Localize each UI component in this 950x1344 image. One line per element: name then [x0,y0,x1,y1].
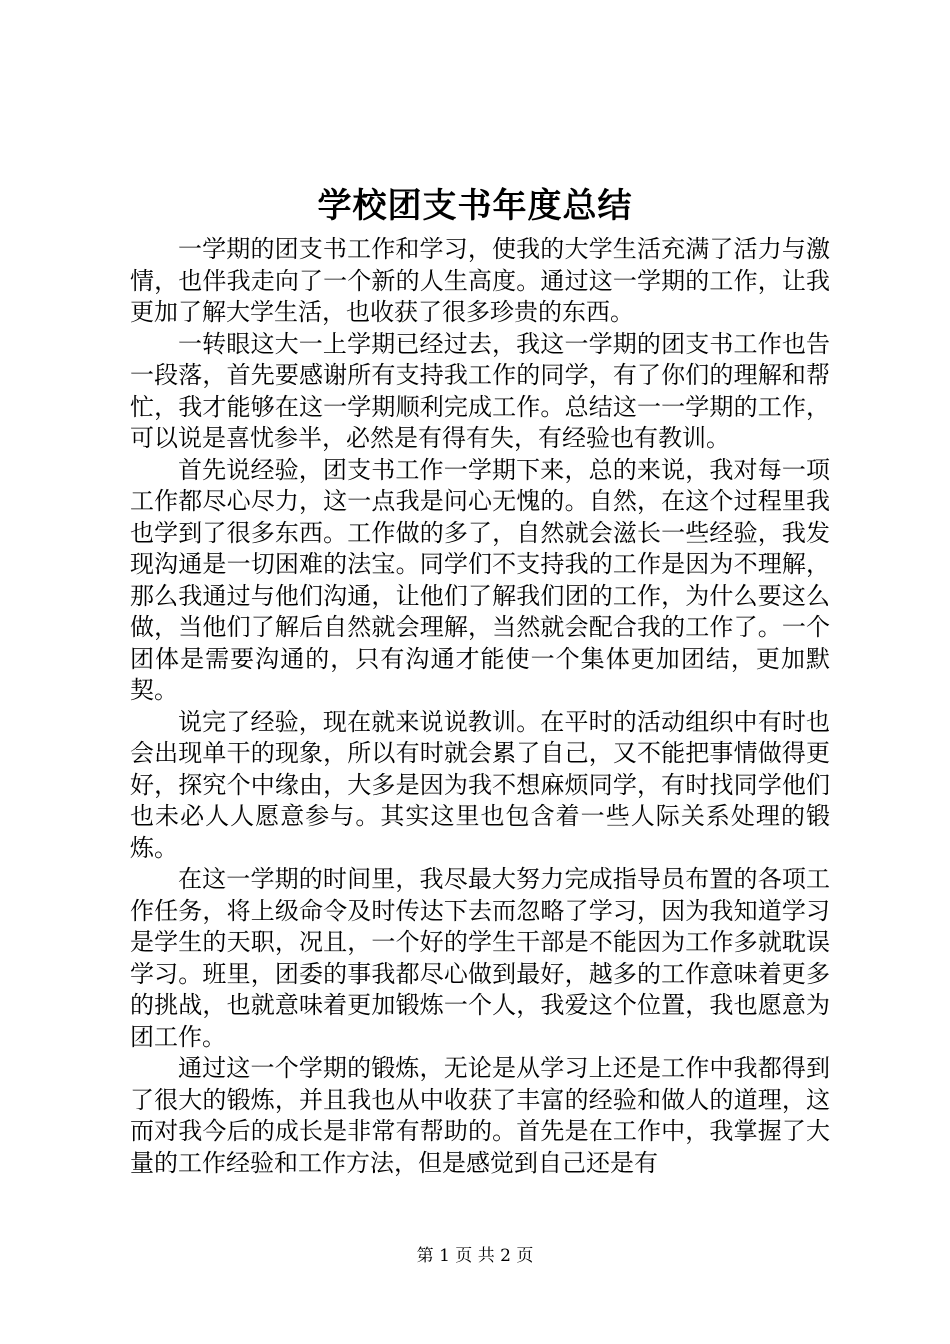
document-title: 学校团支书年度总结 [317,186,633,226]
paragraph: 一转眼这大一上学期已经过去，我这一学期的团支书工作也告一段落，首先要感谢所有支持我工作的同学，有了你们的理解和帮忙，我才能够在这一学期顺利完成工作。总结这一一学期的工作，可以说是喜忧参半，必然是有得有失，有经验也有教训。 [130,329,830,452]
paragraph: 说完了经验，现在就来说说教训。在平时的活动组织中有时也会出现单干的现象，所以有时就会累了自己，又不能把事情做得更好，探究个中缘由，大多是因为我不想麻烦同学，有时找同学他们也未必人人愿意参与。其实这里也包含着一些人际关系处理的锻炼。 [130,707,830,862]
paragraph: 通过这一个学期的锻炼，无论是从学习上还是工作中我都得到了很大的锻炼，并且我也从中收获了丰富的经验和做人的道理，这而对我今后的成长是非常有帮助的。首先是在工作中，我掌握了大量的工作经验和工作方法，但是感觉到自己还是有 [130,1054,830,1177]
document-body [130,234,830,1179]
page-footer: 第 1 页 共 2 页 [416,1246,534,1266]
paragraph: 一学期的团支书工作和学习，使我的大学生活充满了活力与激情，也伴我走向了一个新的人生高度。通过这一学期的工作，让我更加了解大学生活，也收获了很多珍贵的东西。 [130,235,830,326]
paragraph: 在这一学期的时间里，我尽最大努力完成指导员布置的各项工作任务，将上级命令及时传达下去而忽略了学习，因为我知道学习是学生的天职，况且，一个好的学生干部是不能因为工作多就耽误学习。班里，团委的事我都尽心做到最好，越多的工作意味着更多的挑战，也就意味着更加锻炼一个人，我爱这个位置，我也愿意为团工作。 [130,865,830,1051]
paragraph: 首先说经验，团支书工作一学期下来，总的来说，我对每一项工作都尽心尽力，这一点我是问心无愧的。自然，在这个过程里我也学到了很多东西。工作做的多了，自然就会滋长一些经验，我发现沟通是一切困难的法宝。同学们不支持我的工作是因为不理解，那么我通过与他们沟通，让他们了解我们团的工作，为什么要这么做，当他们了解后自然就会理解，当然就会配合我的工作了。一个团体是需要沟通的，只有沟通才能使一个集体更加团结，更加默契。 [130,455,830,704]
